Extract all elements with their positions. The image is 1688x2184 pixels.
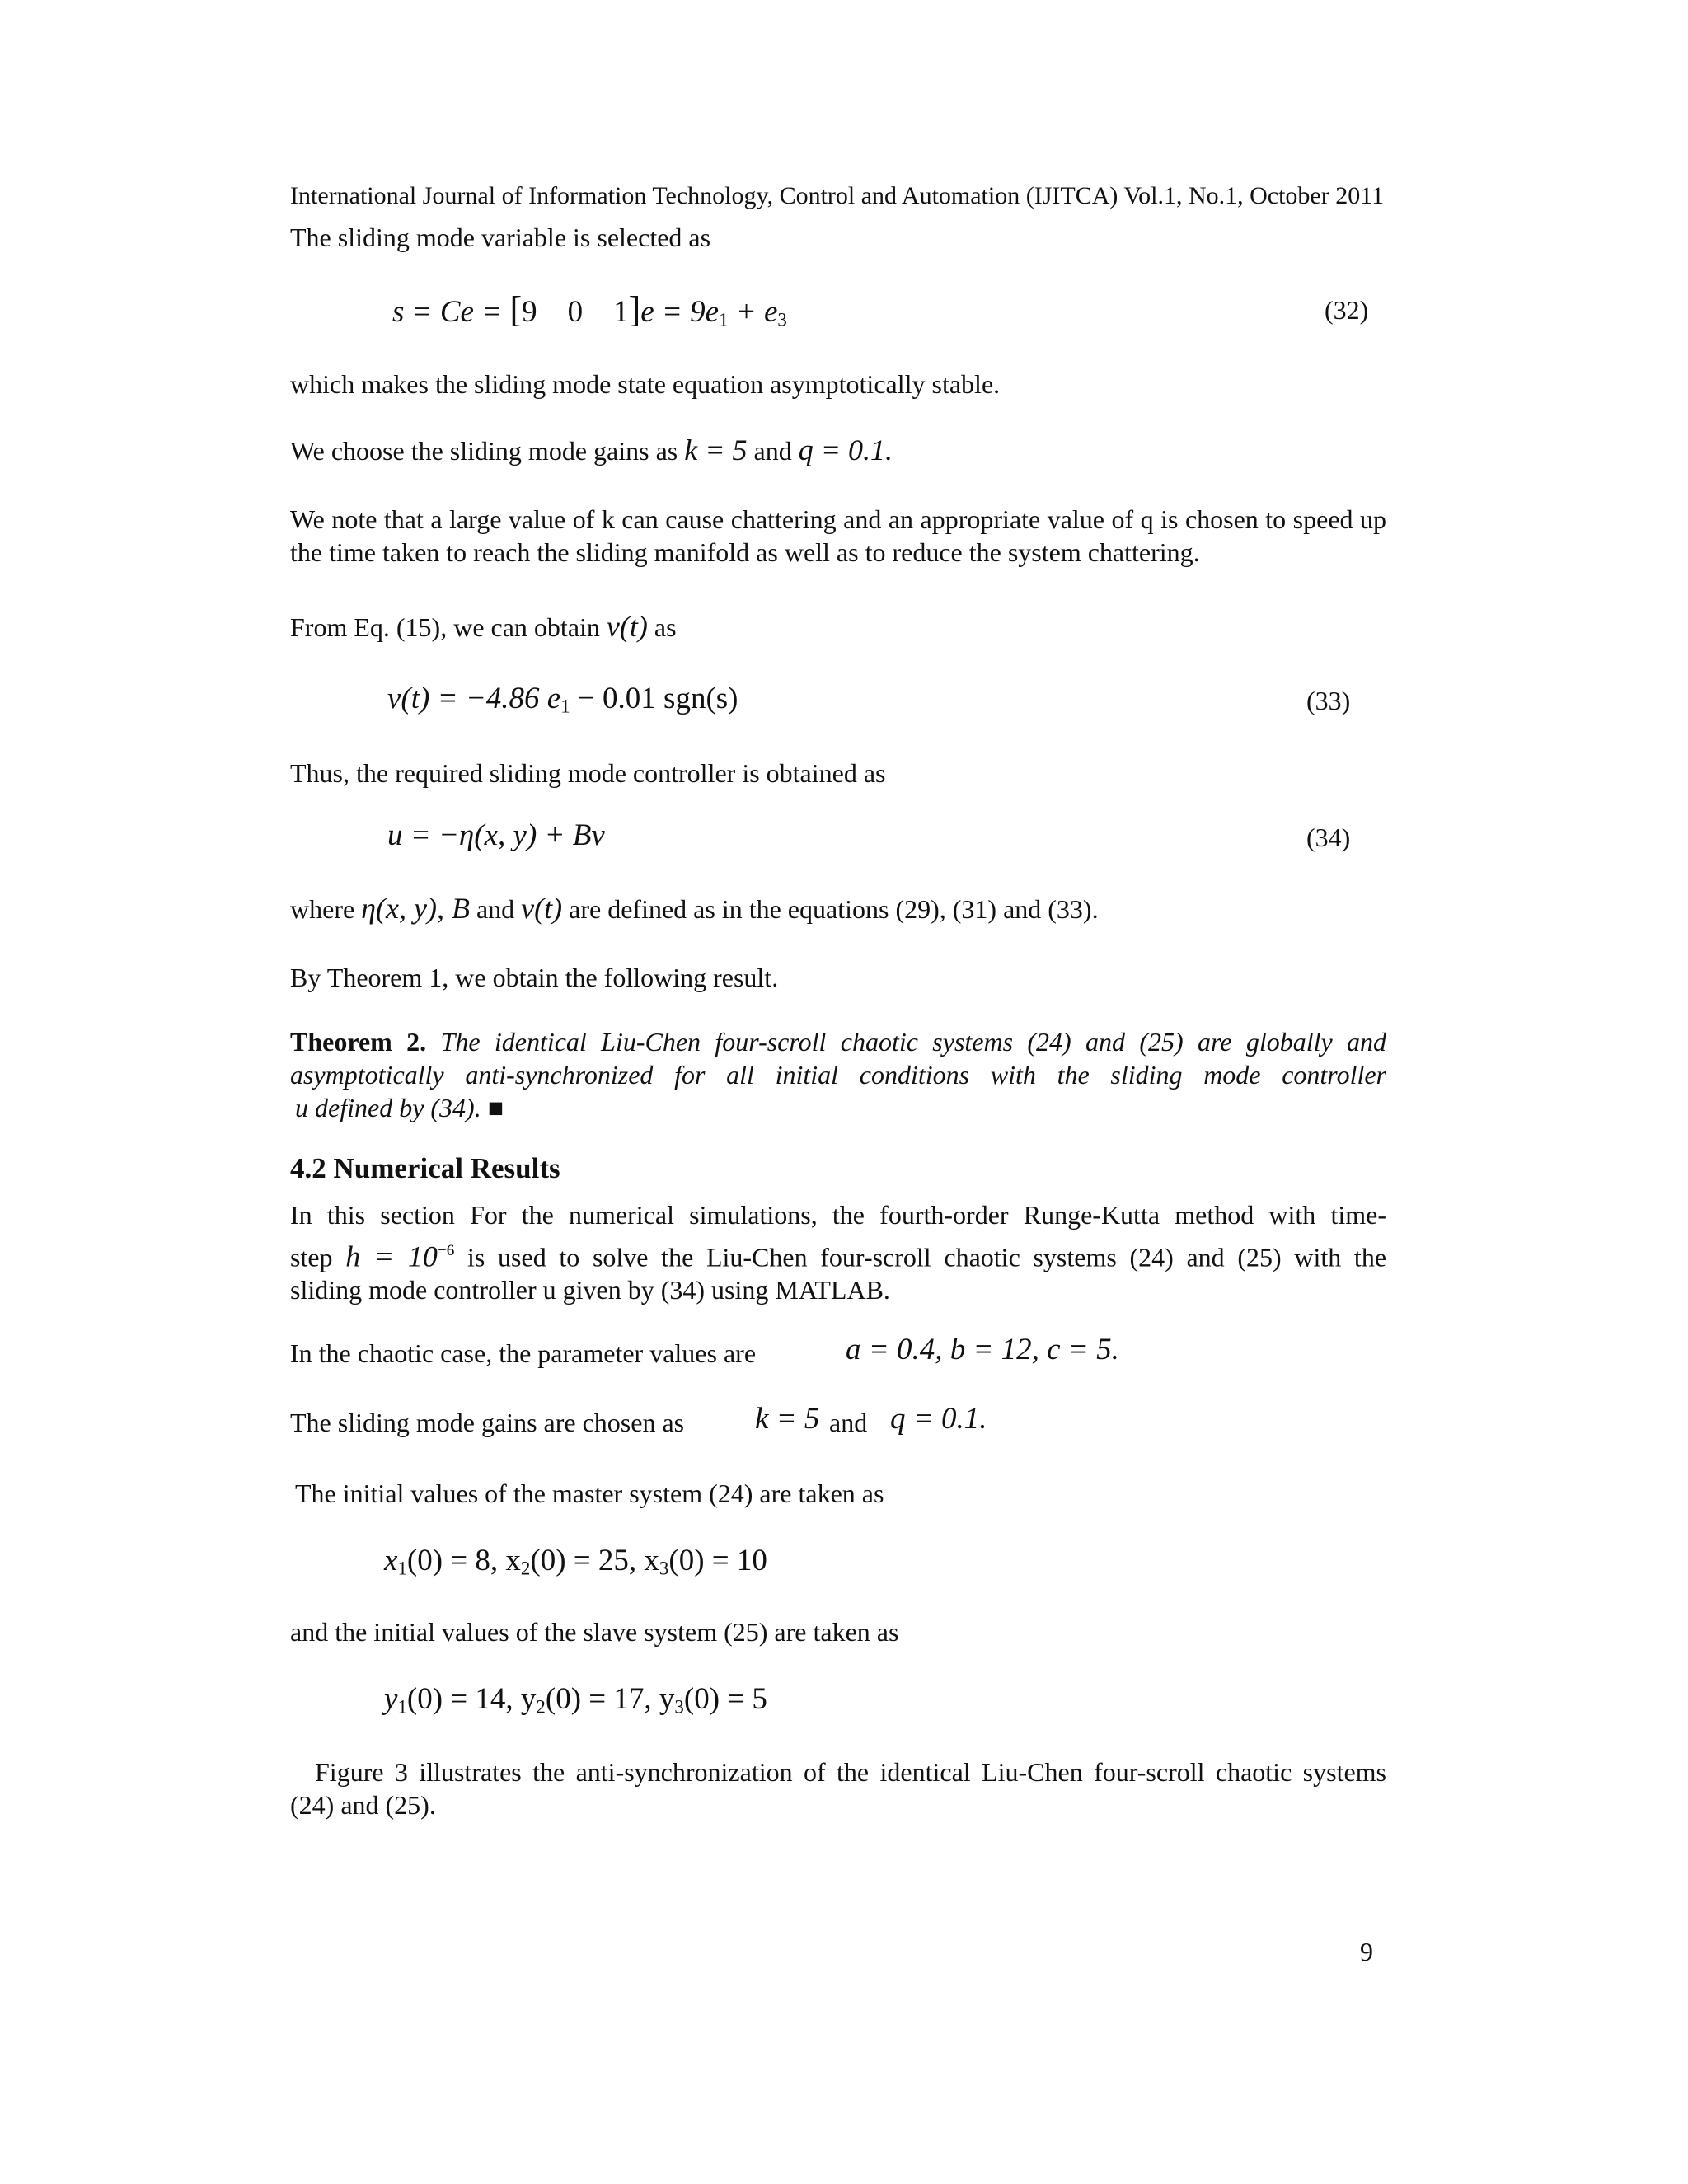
numerical-line-2 — [290, 1235, 1386, 1273]
paragraph-slave: and the initial values of the slave system (25) are taken as — [290, 1617, 899, 1647]
where-post: are defined as in the equations (29), (31) and (33). — [569, 894, 1099, 924]
from-v: v(t) — [606, 610, 648, 643]
paragraph-thus: Thus, the required sliding mode controller is obtained as — [290, 758, 886, 788]
paragraph-by-theorem: By Theorem 1, we obtain the following result. — [290, 963, 779, 992]
numerical-line-1: In this section For the numerical simulations, the fourth-order Runge-Kutta method with time- — [290, 1200, 1386, 1230]
eq32-rhs: e = 9e — [640, 295, 720, 329]
slave-part-1: (0) = 14, y — [406, 1682, 537, 1716]
equation-number-34: (34) — [1306, 823, 1351, 852]
page-number: 9 — [1360, 1937, 1373, 1966]
where-eta: η(x, y), B — [361, 892, 470, 925]
equation-33: v(t) = −4.86 $e_1 - 0.01$ sgn(s) — [387, 682, 738, 717]
paragraph-sliding-variable: The sliding mode variable is selected as — [290, 223, 711, 252]
theorem-2 — [290, 1025, 1386, 1124]
where-text: where — [290, 894, 355, 924]
where-and: and — [476, 894, 515, 924]
equation-32: s = Ce = [9 0 $1]e = 9e_1 + e_3$ — [392, 289, 787, 330]
eq32-plus: + e — [728, 295, 778, 329]
theorem-line-2: asymptotically anti-synchronized for all initial conditions with the sliding mode controller — [290, 1060, 1386, 1090]
gains-k: k = 5 — [684, 434, 748, 466]
equation-34: u = −η(x, y) + Bv — [387, 818, 605, 852]
paragraph-where — [290, 892, 1099, 926]
slave-part-3: (0) = 5 — [683, 1682, 767, 1716]
numerical-line-2-rest: is used to solve the Liu-Chen four-scroll chaotic systems (24) and (25) with the — [467, 1242, 1387, 1272]
numerical-line-3: sliding mode controller u given by (34) using MATLAB. — [290, 1275, 890, 1305]
gains-and: and — [753, 436, 792, 466]
master-x: x — [384, 1544, 398, 1577]
where-v: v(t) — [521, 892, 563, 925]
paragraph-master: The initial values of the master system (24) are taken as — [295, 1479, 884, 1508]
eq32-row-1: 9 — [522, 295, 537, 329]
equation-slave-initial: $y_1(0) = 14$, $y_2(0) = 17$, $y_3(0) = 5$ — [384, 1682, 767, 1718]
param-values: a = 0.4, b = 12, c = 5. — [846, 1333, 1119, 1366]
gains2-q: q = 0.1. — [890, 1402, 987, 1436]
equation-number-33: (33) — [1306, 686, 1351, 715]
equation-number-32: (32) — [1325, 295, 1369, 325]
paragraph-params: In the chaotic case, the parameter values are — [290, 1338, 757, 1368]
master-part-1: (0) = 8, x — [406, 1544, 521, 1577]
from-post: as — [654, 612, 677, 642]
paragraph-figure: Figure 3 illustrates the anti-synchronization of the identical Liu-Chen four-scroll chaotic systems (24) and (25). — [290, 1757, 1386, 1820]
eq32-row-3: 1 — [613, 295, 629, 329]
paragraph-note: We note that a large value of k can cause chattering and an appropriate value of q is chosen to speed up the time taken to reach the sliding manifold as well as to reduce the system chattering. — [290, 504, 1386, 567]
qed-symbol: ■ — [487, 1093, 504, 1122]
gains2-k: k = 5 — [755, 1402, 820, 1436]
slave-y: y — [384, 1682, 398, 1716]
equation-master-initial: $x_1(0) = 8$, $x_2(0) = 25$, $x_3(0) = 10$ — [384, 1544, 767, 1579]
running-header: International Journal of Information Technology, Control and Automation (IJITCA) Vol.1, No.1, October 2011 — [290, 182, 1385, 209]
gains-text: We choose the sliding mode gains as — [290, 436, 678, 466]
gains2-and: and — [829, 1408, 868, 1437]
step-h: h = 10 — [345, 1240, 438, 1273]
slave-part-2: (0) = 17, y — [545, 1682, 675, 1716]
section-heading: 4.2 Numerical Results — [290, 1152, 560, 1184]
paragraph-gains — [290, 434, 893, 467]
gains-q: q = 0.1. — [798, 434, 893, 466]
eq32-lhs: s = Ce = — [392, 295, 510, 329]
paragraph-numerical — [290, 1198, 1386, 1306]
from-text: From Eq. (15), we can obtain — [290, 612, 600, 642]
theorem-line-3: u defined by (34). — [295, 1093, 481, 1122]
paragraph-from-eq15 — [290, 610, 677, 644]
master-part-3: (0) = 10 — [668, 1544, 767, 1577]
theorem-label: Theorem 2. — [290, 1027, 427, 1057]
theorem-line-1: The identical Liu-Chen four-scroll chaotic systems (24) and (25) are globally and — [440, 1027, 1387, 1057]
eq32-row-2: 0 — [567, 295, 584, 329]
eq33-tail: − 0.01 sgn(s) — [570, 682, 738, 715]
step-word: step — [290, 1242, 333, 1272]
paragraph-stable: which makes the sliding mode state equation asymptotically stable. — [290, 369, 1001, 399]
step-exponent: −6 — [437, 1242, 455, 1259]
eq33-main: v(t) = −4.86 e — [387, 682, 561, 715]
paragraph-gains-2: The sliding mode gains are chosen as — [290, 1408, 685, 1437]
master-part-2: (0) = 25, x — [530, 1544, 659, 1577]
